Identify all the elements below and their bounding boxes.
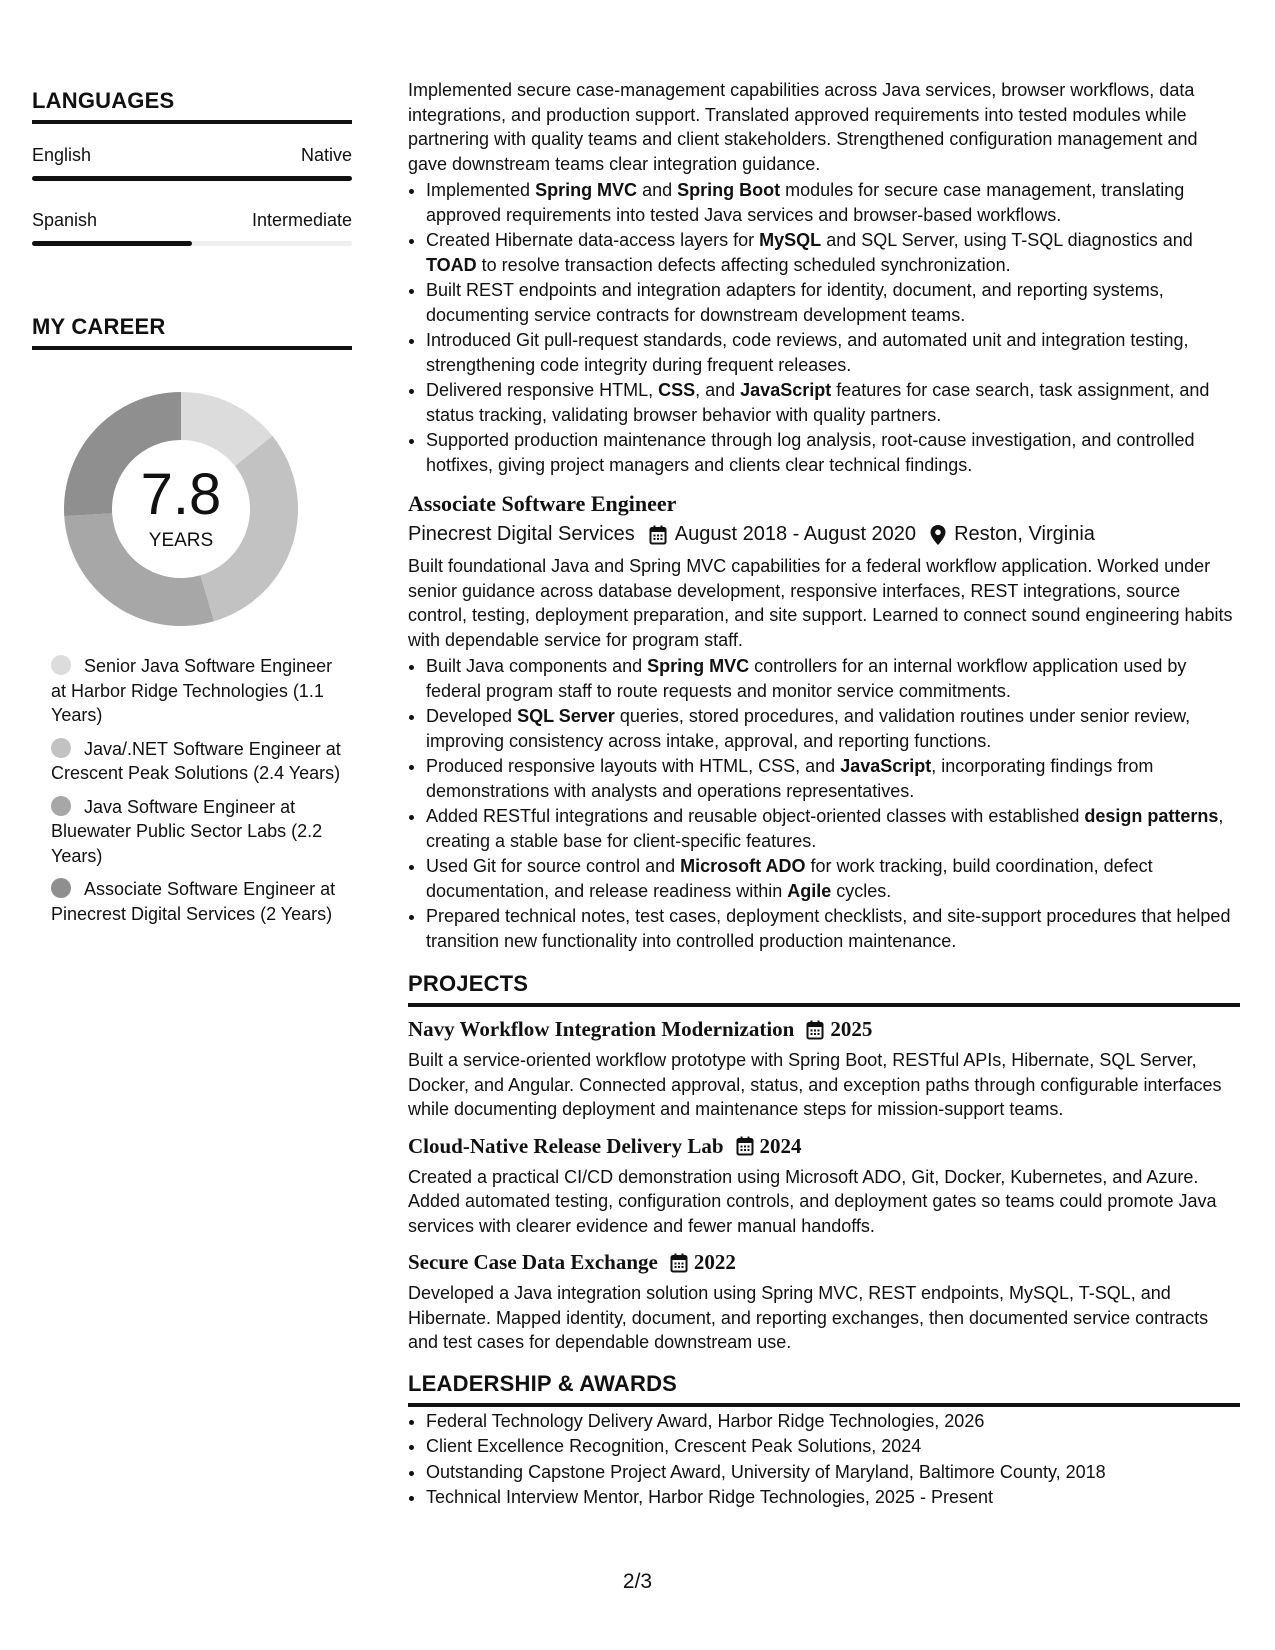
bullet-item: • Developed SQL Server queries, stored procedures, and validation routines under senior review, improving consistency across intake, approval, and reporting functions. [426, 704, 1240, 753]
career-total-unit: YEARS [148, 530, 214, 551]
legend-swatch [51, 796, 71, 816]
languages-heading: LANGUAGES [32, 88, 352, 124]
job-company: Pinecrest Digital Services [408, 523, 635, 545]
legend-label: Senior Java Software Engineer at Harbor Ridge Technologies (1.1 Years) [51, 656, 333, 725]
language-item [32, 144, 352, 181]
bullet-item: • Produced responsive layouts with HTML, CSS, and JavaScript, incorporating findings from demonstrations with analysts and operations representatives. [426, 754, 1240, 803]
legend-item [51, 654, 341, 728]
job-dates: August 2018 - August 2020 [674, 523, 917, 545]
language-proficiency-fill [32, 241, 192, 246]
location-pin-icon [930, 525, 946, 545]
project-description: Built a service-oriented workflow prototype with Spring Boot, RESTful APIs, Hibernate, SQL Server, Docker, and Angular. Connected approval, status, and exception paths through configurable interfaces while documenting deployment and maintenance steps for mission-support teams. [408, 1050, 1222, 1119]
job-bullets [408, 654, 1240, 953]
sidebar [32, 88, 352, 935]
bullet-item: • Built Java components and Spring MVC controllers for an internal workflow application used by federal program staff to route requests and monitor service commitments. [426, 654, 1240, 703]
leadership-item: • Client Excellence Recognition, Crescent Peak Solutions, 2024 [426, 1434, 1240, 1459]
job-summary: Built foundational Java and Spring MVC capabilities for a federal workflow application. Worked under senior guidance across database development, responsive interfaces, REST integrations, source control, testing, deployment preparation, and site support. Learned to connect sound engineering habits with dependable service for program staff. [408, 556, 1233, 650]
main-content [408, 78, 1240, 1511]
legend-label: Java Software Engineer at Bluewater Public Sector Labs (2.2 Years) [51, 796, 323, 866]
bullet-item: • Implemented Spring MVC and Spring Boot modules for secure case management, translating approved requirements into tested Java services and browser-based workflows. [426, 178, 1240, 227]
donut-center [56, 384, 306, 634]
language-name: English [32, 145, 92, 165]
language-level: Native [300, 145, 352, 165]
leadership-item: • Federal Technology Delivery Award, Harbor Ridge Technologies, 2026 [426, 1409, 1240, 1434]
bullet-item: • Delivered responsive HTML, CSS, and JavaScript features for case search, task assignment, and status tracking, validating browser behavior with quality partners. [426, 378, 1240, 427]
bullet-item: • Introduced Git pull-request standards, code reviews, and automated unit and integration testing, strengthening code integrity during frequent releases. [426, 328, 1240, 377]
language-proficiency-fill [32, 176, 352, 181]
project-title: Navy Workflow Integration Modernization [408, 1017, 795, 1041]
bullet-item: • Created Hibernate data-access layers for MySQL and SQL Server, using T-SQL diagnostics and TOAD to resolve transaction defects affecting scheduled synchronization. [426, 228, 1240, 277]
legend-label: Java/.NET Software Engineer at Crescent Peak Solutions (2.4 Years) [51, 738, 341, 783]
project-year: 2024 [759, 1133, 802, 1158]
legend-swatch [51, 655, 71, 675]
project-item [408, 1134, 1240, 1239]
previous-job-bullets [408, 178, 1240, 477]
career-legend [51, 654, 341, 926]
leadership-heading: LEADERSHIP & AWARDS [408, 1371, 1240, 1407]
calendar-icon [736, 1136, 754, 1156]
project-year: 2022 [693, 1250, 736, 1274]
language-name: Spanish [32, 210, 98, 230]
leadership-item: • Outstanding Capstone Project Award, University of Maryland, Baltimore County, 2018 [426, 1460, 1240, 1485]
job-meta [408, 523, 1240, 546]
project-description: Created a practical CI/CD demonstration using Microsoft ADO, Git, Docker, Kubernetes, and Azure. Added automated testing, configuration controls, and deployment gates so teams could promote Java services with clearer evidence and fewer manual handoffs. [408, 1166, 1217, 1236]
bullet-item: • Added RESTful integrations and reusable object-oriented classes with established design patterns, creating a stable base for client-specific features. [426, 804, 1240, 853]
language-proficiency-bar [32, 176, 352, 181]
job-title: Associate Software Engineer [408, 491, 677, 516]
bullet-item: • Prepared technical notes, test cases, deployment checklists, and site-support procedures that helped transition new functionality into controlled production maintenance. [426, 904, 1240, 953]
projects-heading: PROJECTS [408, 971, 1240, 1007]
career-total-years: 7.8 [140, 462, 222, 527]
project-year: 2025 [830, 1017, 873, 1041]
project-item [408, 1250, 1240, 1355]
language-item [32, 209, 352, 246]
leadership-item: • Technical Interview Mentor, Harbor Ridge Technologies, 2025 - Present [426, 1485, 1240, 1510]
career-donut-chart [56, 384, 306, 634]
legend-item [51, 877, 341, 926]
leadership-list [408, 1409, 1240, 1510]
legend-swatch [51, 738, 71, 758]
legend-swatch [51, 878, 71, 898]
legend-item [51, 795, 341, 869]
bullet-item: • Supported production maintenance through log analysis, root-cause investigation, and controlled hotfixes, giving project managers and clients clear technical findings. [426, 428, 1240, 477]
bullet-item: • Built REST endpoints and integration adapters for identity, document, and reporting systems, documenting service contracts for downstream development teams. [426, 278, 1240, 327]
job-location: Reston, Virginia [954, 523, 1095, 545]
legend-label: Associate Software Engineer at Pinecrest Digital Services (2 Years) [51, 879, 336, 924]
bullet-item: • Used Git for source control and Microsoft ADO for work tracking, build coordination, defect documentation, and release readiness within Agile cycles. [426, 854, 1240, 903]
project-description: Developed a Java integration solution using Spring MVC, REST endpoints, MySQL, T-SQL, and Hibernate. Mapped identity, document, and reporting exchanges, then documented service contracts and test cases for dependable downstream use. [408, 1283, 1209, 1352]
legend-item [51, 737, 341, 786]
calendar-icon [806, 1020, 824, 1040]
previous-job-summary: Implemented secure case-management capabilities across Java services, browser workflows, data integrations, and production support. Translated approved requirements into tested modules while partnering with quality teams and client stakeholders. Strengthened configuration management and gave downstream teams clear integration guidance. [408, 80, 1198, 174]
project-item [408, 1017, 1240, 1122]
language-proficiency-bar [32, 241, 352, 246]
career-heading: MY CAREER [32, 314, 352, 350]
calendar-icon [670, 1253, 688, 1273]
page-number: 2/3 [622, 1570, 653, 1593]
project-title: Secure Case Data Exchange [408, 1250, 658, 1274]
calendar-icon [649, 525, 667, 545]
language-level: Intermediate [251, 210, 352, 230]
project-title: Cloud-Native Release Delivery Lab [408, 1133, 724, 1158]
